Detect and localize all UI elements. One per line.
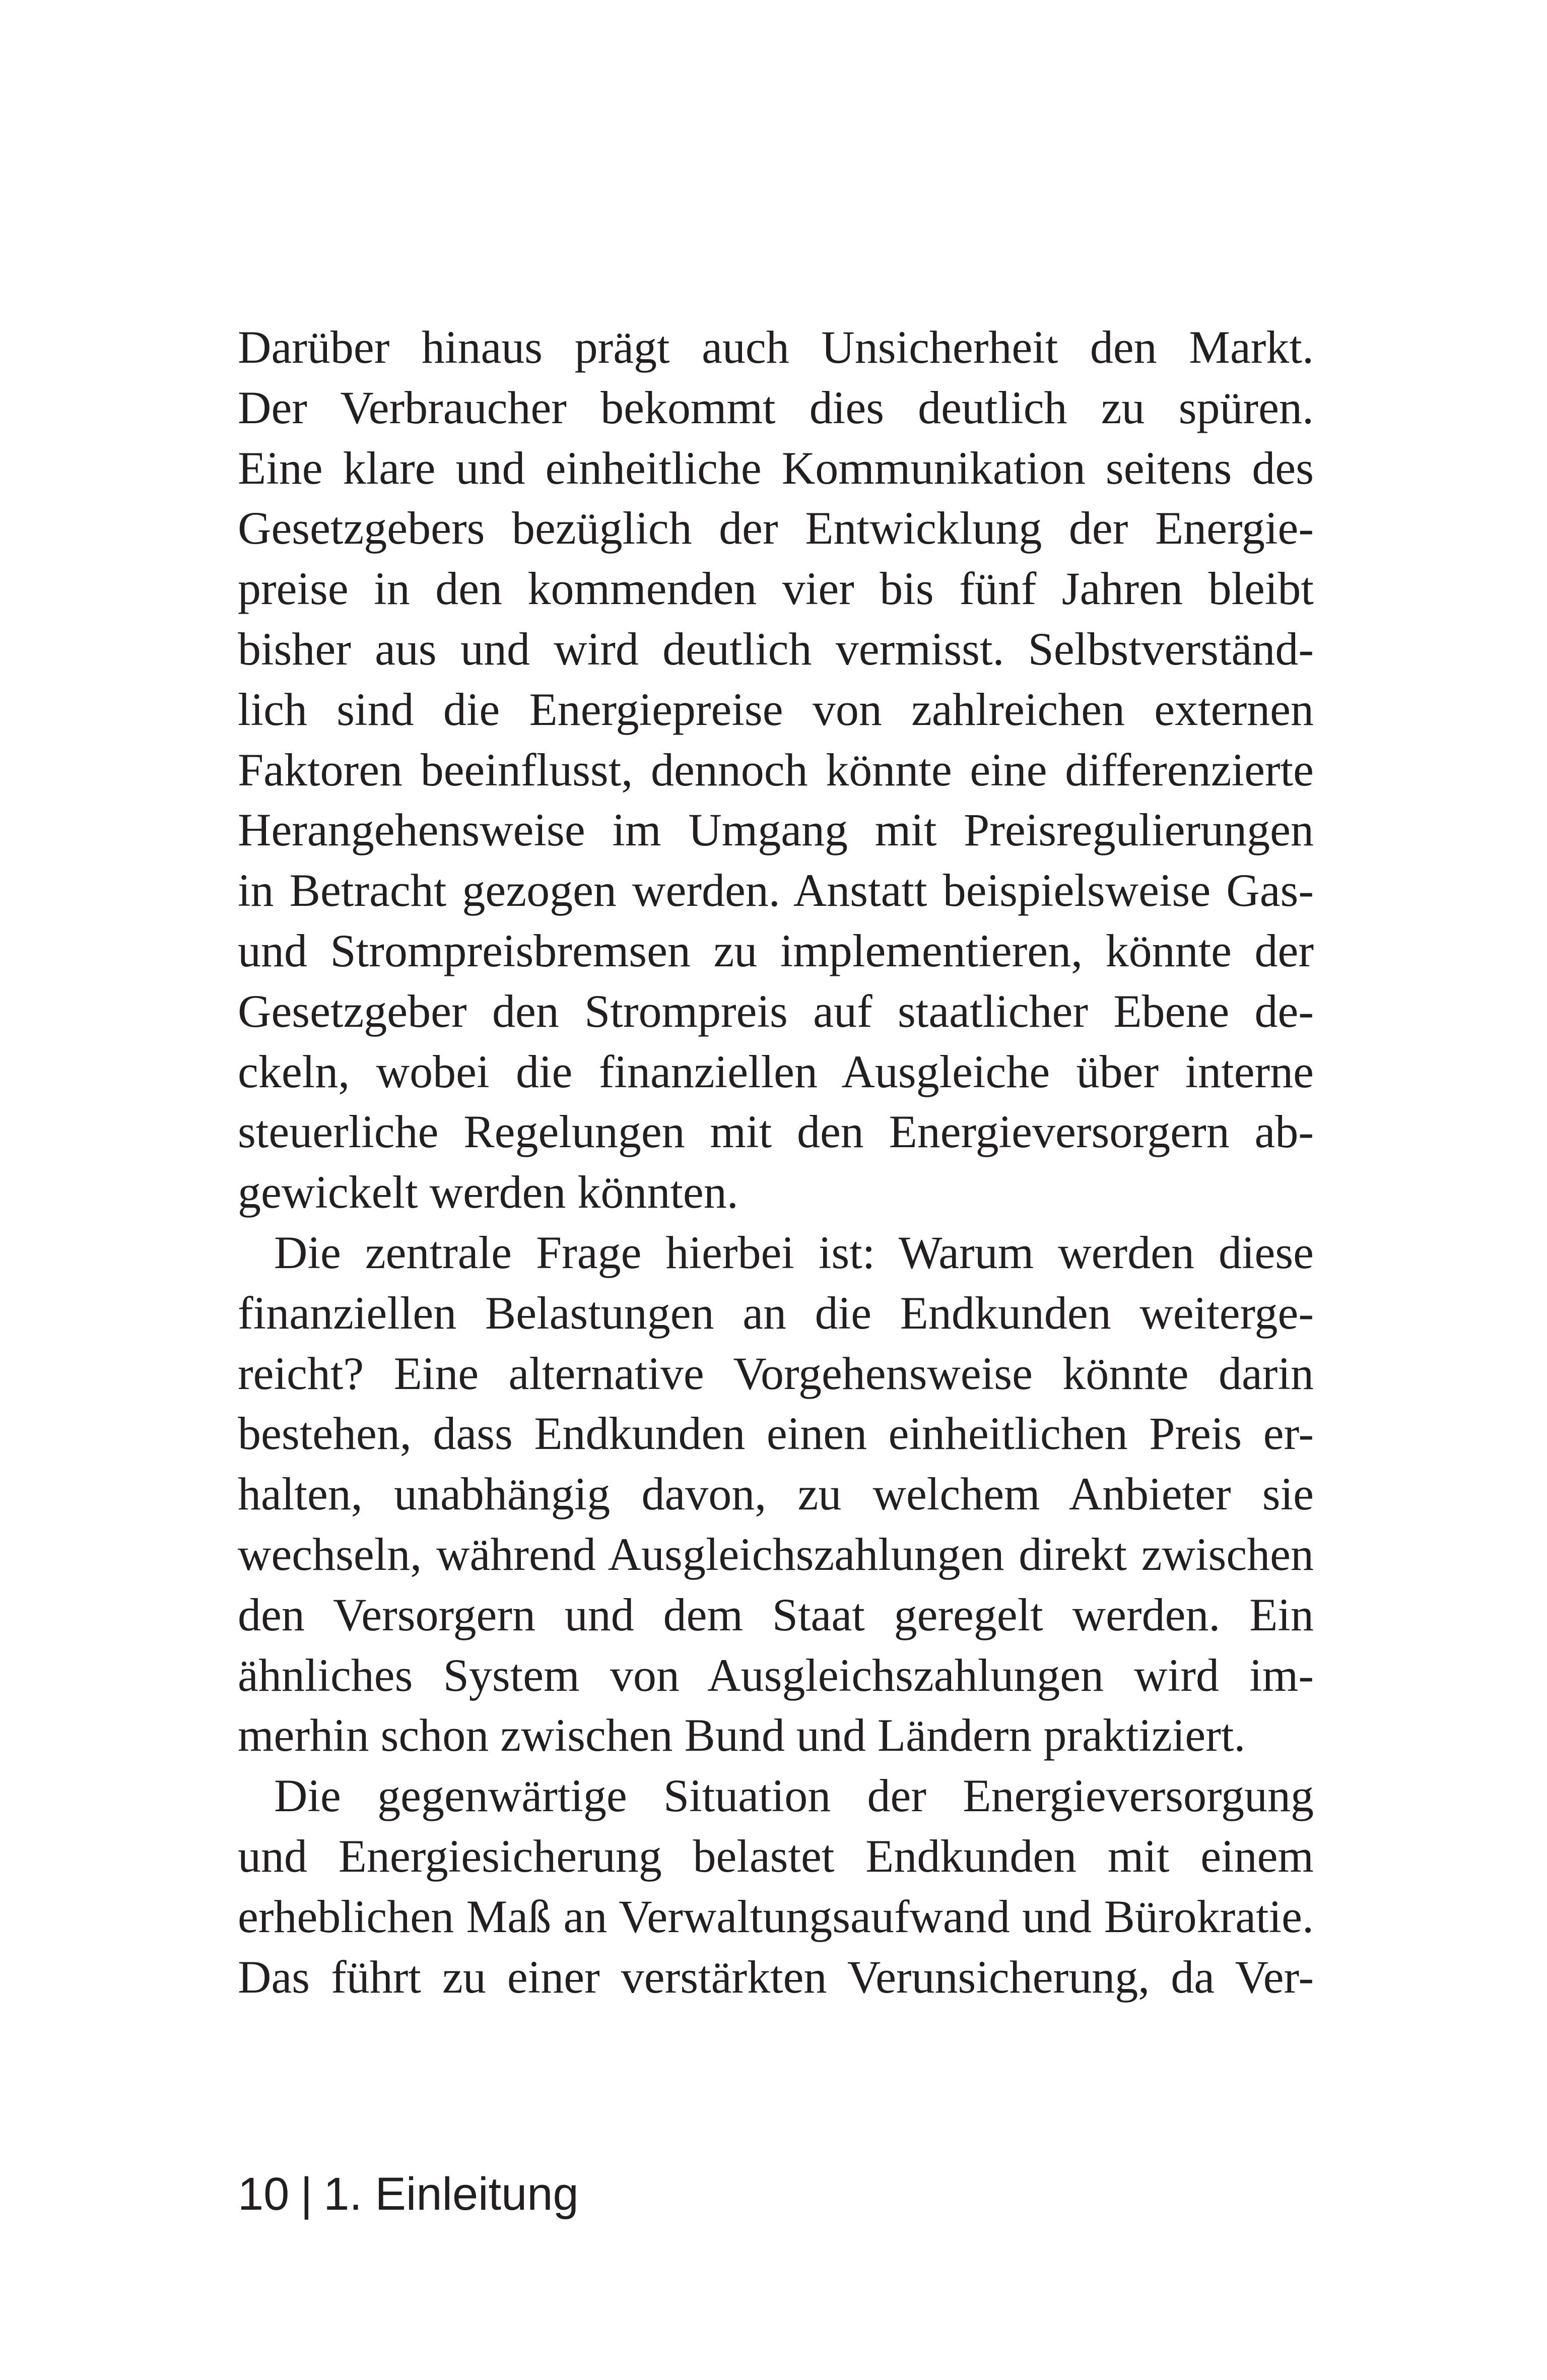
text-line: ähnliches System von Ausgleichszahlungen wird im- [238,1649,1314,1701]
text-line: und Energiesicherung belastet Endkunden mit einem [238,1830,1314,1882]
text-line: Herangehensweise im Umgang mit Preisregulierungen [238,804,1314,856]
body-text [238,317,1314,2007]
chapter-title: 1. Einleitung [323,2168,579,2220]
text-line: bisher aus und wird deutlich vermisst. Selbstverständ- [238,623,1314,675]
text-line: merhin schon zwischen Bund und Ländern praktiziert. [238,1709,1246,1761]
text-line: reicht? Eine alternative Vorgehensweise könnte darin [238,1347,1314,1399]
text-line: Gesetzgebers bezüglich der Entwicklung der Energie- [238,502,1314,554]
text-line: steuerliche Regelungen mit den Energieversorgern ab- [238,1106,1314,1158]
text-line: Gesetzgeber den Strompreis auf staatlicher Ebene de- [238,985,1314,1037]
page-footer [238,2166,579,2222]
page-number: 10 [238,2168,290,2220]
text-line: und Strompreisbremsen zu implementieren, könnte der [238,924,1314,976]
text-line: Die zentrale Frage hierbei ist: Warum werden diese [274,1226,1314,1278]
text-line: Der Verbraucher bekommt dies deutlich zu spüren. [238,381,1314,433]
text-line: Das führt zu einer verstärkten Verunsicherung, da Ver- [238,1951,1314,2003]
text-line: ckeln, wobei die finanziellen Ausgleiche über interne [238,1045,1314,1097]
text-line: finanziellen Belastungen an die Endkunden weiterge- [238,1287,1314,1339]
text-line: erheblichen Maß an Verwaltungsaufwand und Bürokratie. [238,1890,1314,1942]
text-line: Darüber hinaus prägt auch Unsicherheit den Markt. [238,321,1314,373]
text-line: preise in den kommenden vier bis fünf Jahren bleibt [238,563,1314,615]
text-line: in Betracht gezogen werden. Anstatt beispielsweise Gas- [238,865,1314,916]
text-line: bestehen, dass Endkunden einen einheitlichen Preis er- [238,1408,1314,1460]
text-line: lich sind die Energiepreise von zahlreichen externen [238,683,1314,735]
text-line: Eine klare und einheitliche Kommunikation seitens des [238,442,1314,494]
text-line: gewickelt werden könnten. [238,1166,738,1218]
text-line: den Versorgern und dem Staat geregelt werden. Ein [238,1589,1314,1640]
footer-separator: | [300,2168,313,2220]
text-line: wechseln, während Ausgleichszahlungen direkt zwischen [238,1528,1314,1580]
text-line: Die gegenwärtige Situation der Energieversorgung [274,1770,1314,1822]
text-line: Faktoren beeinflusst, dennoch könnte eine differenzierte [238,744,1314,796]
text-line: halten, unabhängig davon, zu welchem Anbieter sie [238,1468,1314,1520]
